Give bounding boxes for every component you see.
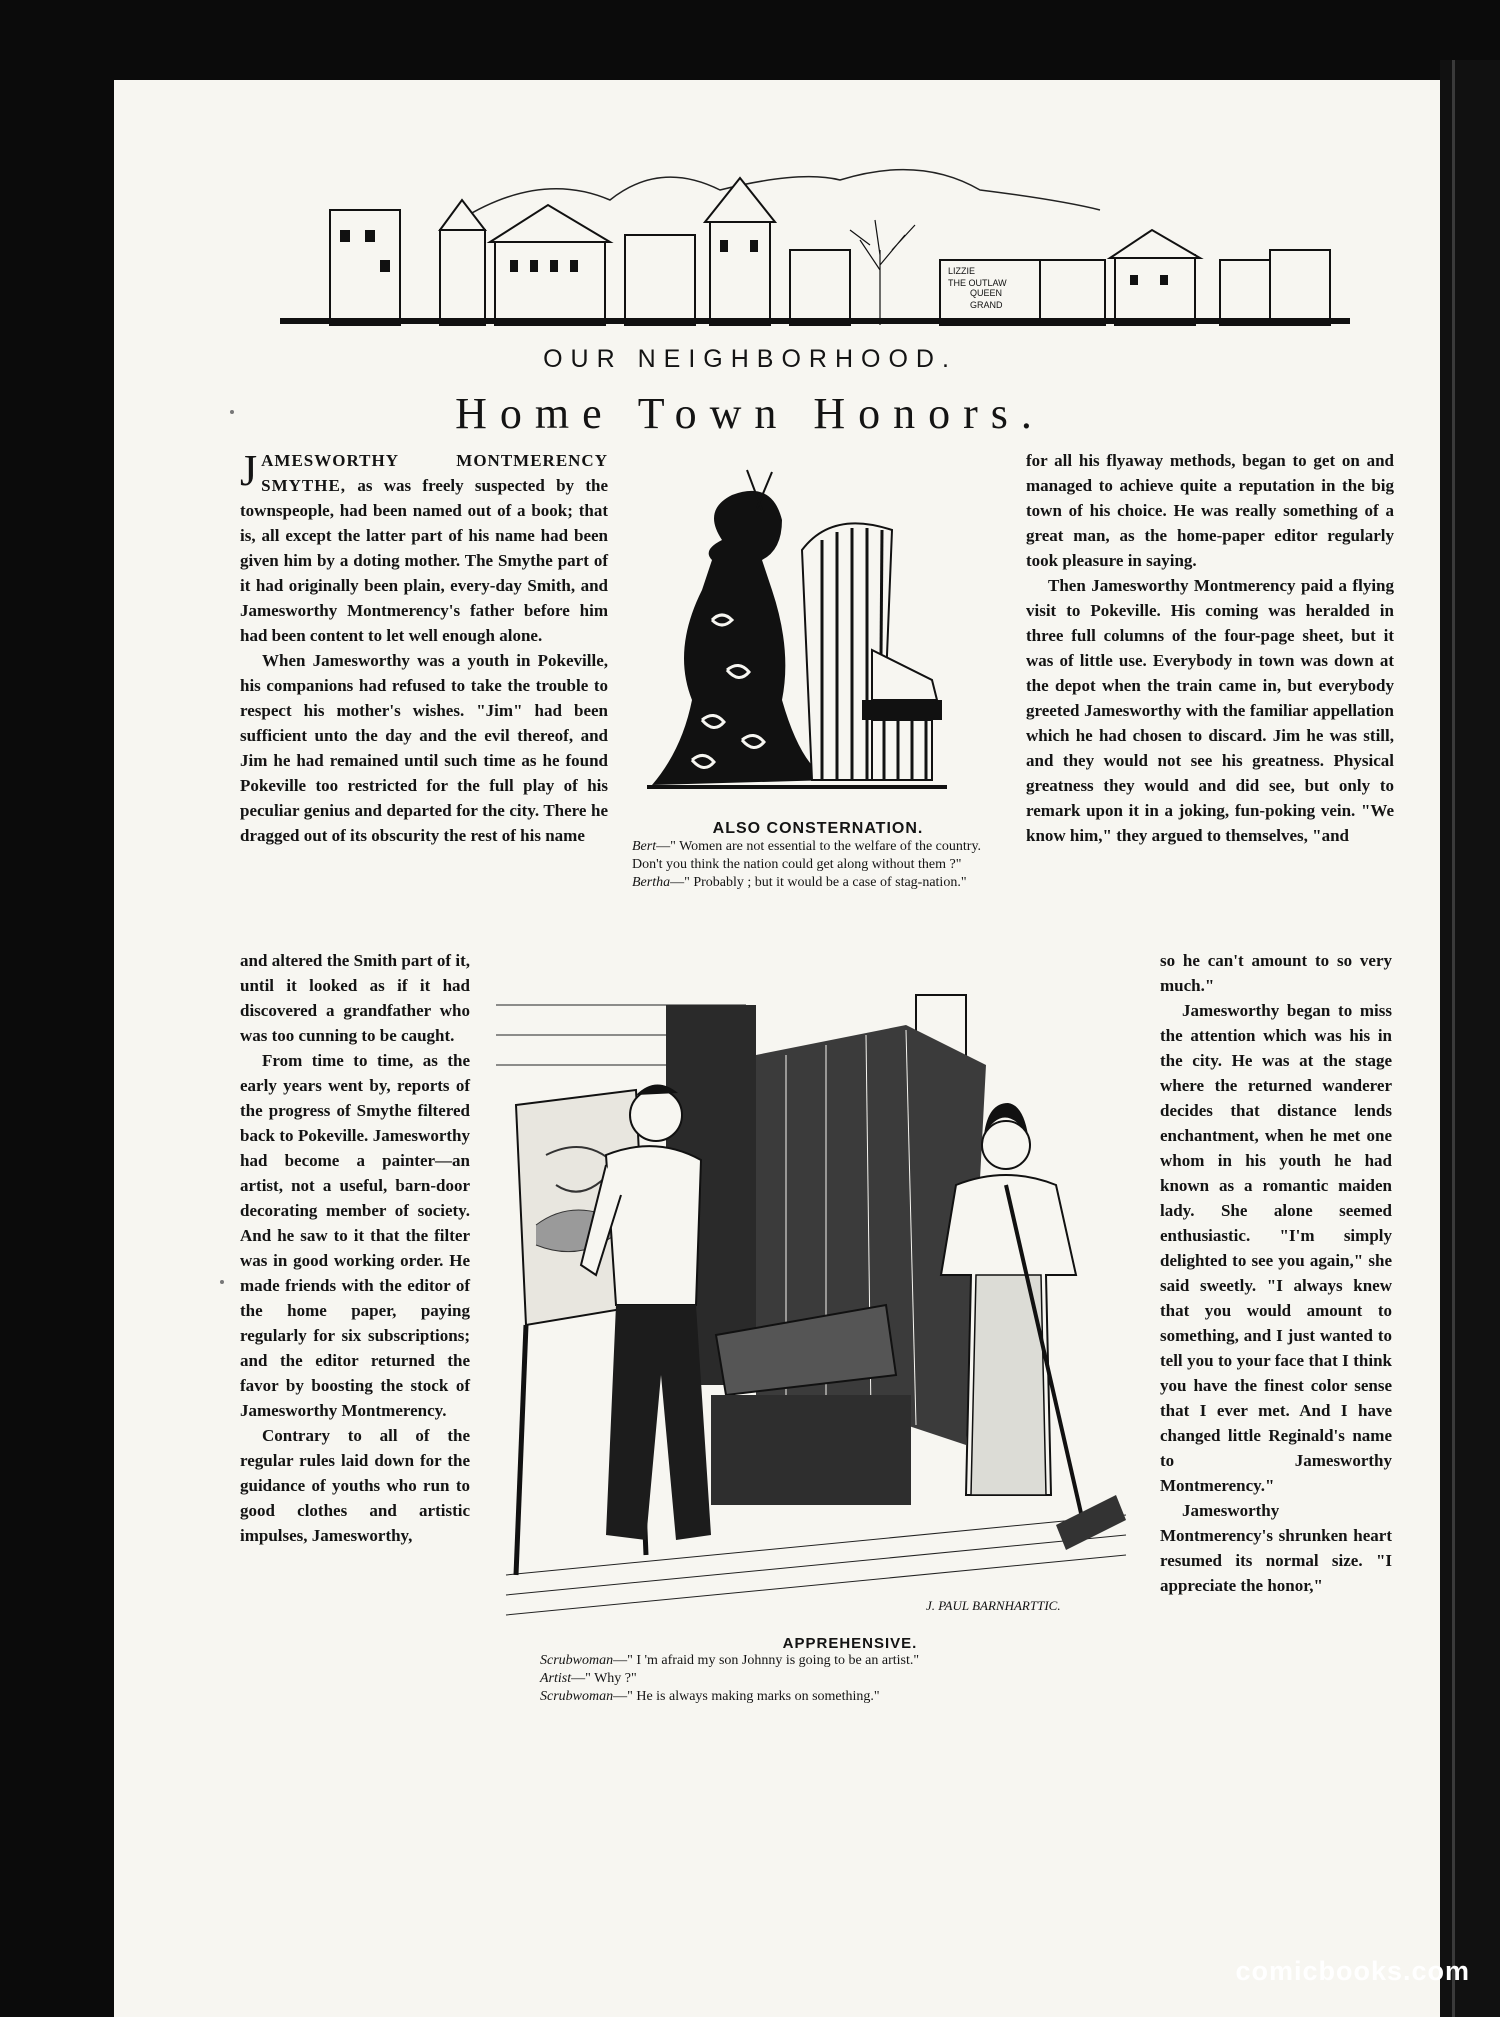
caption-1-line-2 bbox=[632, 874, 1004, 892]
side-table bbox=[711, 1395, 911, 1505]
caption-1-text-1: —" Women are not essential to the welfare of the country. Don't you think the nation could get along without them ?" bbox=[632, 839, 982, 872]
caption-2-text-3: —" He is always making marks on something." bbox=[613, 1689, 880, 1704]
article-column-left-bottom bbox=[240, 948, 470, 1548]
print-speck bbox=[220, 1280, 224, 1284]
print-speck bbox=[230, 410, 234, 414]
opening-words: AMESWORTHY MONTMERENCY SMYTHE, bbox=[261, 451, 608, 495]
article-column-left-top bbox=[240, 448, 608, 848]
banner-sign-lizzie: LIZZIE bbox=[948, 266, 976, 276]
paragraph-4: Contrary to all of the regular rules laid down for the guidance of youths who run to good clothes and artistic impulses, Jamesworthy, bbox=[240, 1426, 470, 1545]
caption-1-speaker-1: Bert bbox=[632, 839, 657, 854]
paragraph-3: From time to time, as the early years went by, reports of the progress of Smythe filtered back to Pokeville. Jamesworthy had become a painter—an artist, not a useful, barn-door decorating member of society. And he saw to it that the filter was in good working order. He made friends with the editor of the home paper, paying regularly for six subscriptions; and the editor returned the favor by boosting the stock of Jamesworthy Montmerency. bbox=[240, 1051, 470, 1420]
artist-signature-2: J. PAUL BARNHARTTIC. bbox=[926, 1598, 1061, 1613]
paragraph-5: for all his flyaway methods, began to get on and managed to achieve quite a reputation in the big town of his choice. He was really something of a great man, as the home-paper editor regularly took pleasure in saying. bbox=[1026, 451, 1394, 570]
caption-2-speaker-2: Artist bbox=[540, 1671, 572, 1686]
caption-2-speaker-3: Scrubwoman bbox=[540, 1689, 614, 1704]
drop-cap: J bbox=[240, 446, 258, 495]
banner-sign-outlaw: THE OUTLAW bbox=[948, 278, 1007, 288]
article-column-right-bottom bbox=[1160, 948, 1392, 1598]
caption-also-consternation bbox=[632, 820, 1004, 892]
caption-1-title: ALSO CONSTERNATION. bbox=[712, 820, 924, 837]
article-headline: Home Town Honors. bbox=[455, 389, 1045, 438]
caption-1-line-1 bbox=[632, 838, 1004, 874]
paragraph-6-continued: so he can't amount to so very much." bbox=[1160, 951, 1392, 995]
paragraph-6: Then Jamesworthy Montmerency paid a flying visit to Pokeville. His coming was heralded in three full columns of the four-page sheet, but it was of little use. Everybody in town was down at the depot when the train came in, but everybody greeted Jamesworthy with the familiar appellation which he had chosen to discard. Jim he was still, and they would not see his greatness. Physical greatness they would and did see, but only to remark upon it in a joking, fun-poking vein. "We know him," they argued to themselves, "and bbox=[1026, 576, 1394, 845]
paragraph-1-text: as was freely suspected by the townspeople, had been named out of a book; that is, all except the latter part of his name had been given him by a doting mother. The Smythe part of it had originally been plain, every-day Smith, and Jamesworthy Montmerency's father before him had been content to let well enough alone. bbox=[240, 476, 608, 645]
caption-1-speaker-2: Bertha bbox=[632, 875, 671, 890]
caption-2-speaker-1: Scrubwoman bbox=[540, 1653, 614, 1668]
paragraph-7: Jamesworthy began to miss the attention which was his in the city. He was at the stage where the returned wanderer decides that distance lends enchantment, when he met one whom in his youth he had known as a romantic maiden lady. She alone seemed enthusiastic. "I'm simply delighted to see you again," she said sweetly. "I always knew that you would amount to something, and I just wanted to tell you to your face that I think you have the finest color sense that I ever met. And I have changed little Reginald's name to Jamesworthy Montmerency." bbox=[1160, 1001, 1392, 1495]
caption-2-line-2 bbox=[540, 1670, 1160, 1688]
caption-2-text-2: —" Why ?" bbox=[571, 1671, 637, 1686]
silhouette-illustration bbox=[632, 450, 1002, 815]
banner-sign-queen: QUEEN bbox=[970, 288, 1003, 298]
caption-1-text-2: —" Probably ; but it would be a case of stag-nation." bbox=[670, 875, 967, 890]
paragraph-2-continued: and altered the Smith part of it, until it looked as if it had discovered a grandfather who was too cunning to be caught. bbox=[240, 951, 470, 1045]
artist-studio-illustration bbox=[486, 975, 1146, 1630]
section-title: OUR NEIGHBORHOOD. bbox=[543, 345, 957, 373]
caption-2-text-1: —" I 'm afraid my son Johnny is going to be an artist." bbox=[613, 1653, 920, 1668]
article-column-right-top bbox=[1026, 448, 1394, 848]
caption-apprehensive bbox=[540, 1635, 1160, 1706]
paragraph-8: Jamesworthy Montmerency's shrunken heart resumed its normal size. "I appreciate the honor," bbox=[1160, 1501, 1392, 1595]
paragraph-2: When Jamesworthy was a youth in Pokeville, his companions had refused to take the trouble to respect his mother's wishes. "Jim" had been sufficient unto the day and the evil thereof, and Jim he had remained until such time as he found Pokeville too restricted for the full play of his peculiar genius and departed for the city. There he dragged out of its obscurity the rest of his name bbox=[240, 651, 608, 845]
caption-2-line-3 bbox=[540, 1688, 1160, 1706]
caption-2-title: APPREHENSIVE. bbox=[782, 1635, 918, 1652]
paragraph-1 bbox=[240, 448, 608, 648]
caption-2-line-1 bbox=[540, 1652, 1160, 1670]
village-banner-illustration bbox=[280, 150, 1350, 340]
watermark: comicbooks.com bbox=[1235, 1956, 1470, 1986]
banner-sign-grand: GRAND bbox=[970, 300, 1003, 310]
